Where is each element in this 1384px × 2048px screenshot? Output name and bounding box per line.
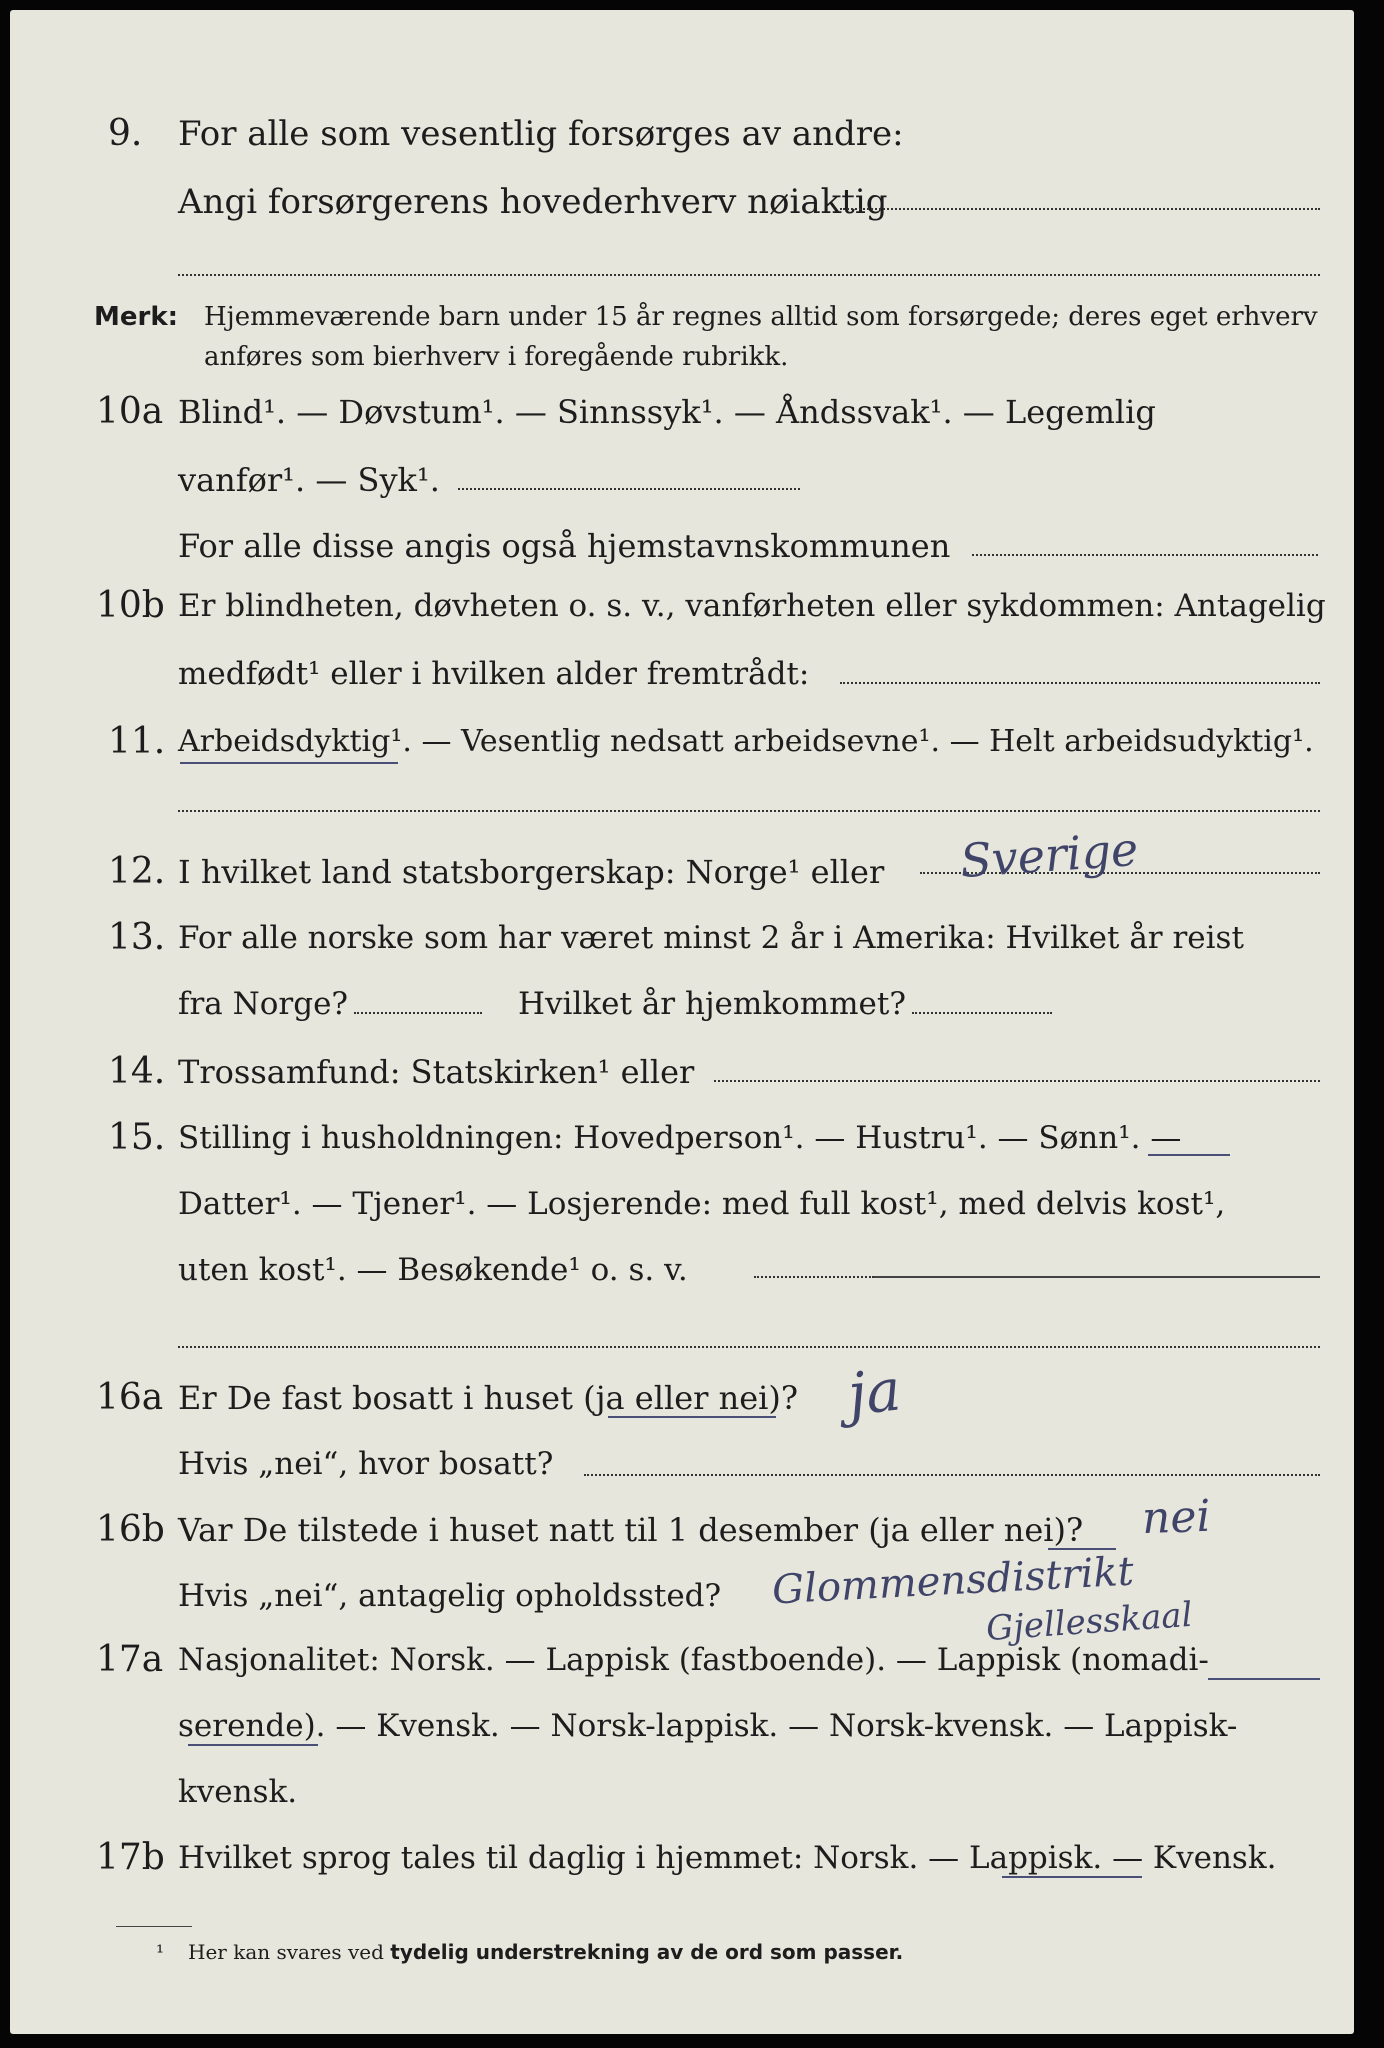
item-12-line1: I hvilket land statsborgerskap: Norge¹ eller (178, 853, 885, 891)
item-13-line2a: fra Norge? (178, 986, 349, 1022)
item-15-answer-rule (874, 1276, 1320, 1278)
item-16b-line2: Hvis „nei“, antagelig opholdssted? (178, 1578, 722, 1614)
item-16a-line2: Hvis „nei“, hvor bosatt? (178, 1446, 554, 1482)
item-15-answer-line-2 (178, 1346, 1320, 1348)
item-13-answer-line-a (354, 1012, 482, 1014)
item-13-number: 13. (108, 917, 166, 958)
item-14-answer-line (714, 1080, 1320, 1082)
item-16b-handwritten-place: Glommensdistrikt (771, 1548, 1135, 1614)
item-13-line2b: Hvilket år hjemkommet? (518, 986, 906, 1022)
footnote-text: Her kan svares ved tydelig understrekning av de ord som passer. (188, 1940, 904, 1964)
item-10a-number: 10a (96, 391, 164, 432)
item-17a-line3: kvensk. (178, 1774, 298, 1810)
item-15-underline-mark (1148, 1154, 1230, 1156)
item-11-answer-line (178, 810, 1320, 812)
item-13-answer-line-b (912, 1012, 1052, 1014)
item-11-line1: Arbeidsdyktig¹. — Vesentlig nedsatt arbeidsevne¹. — Helt arbeidsudyktig¹. (178, 724, 1314, 759)
item-9-line1: For alle som vesentlig forsørges av andre: (178, 114, 904, 154)
item-13-line1: For alle norske som har været minst 2 år i Amerika: Hvilket år reist (178, 920, 1244, 956)
footnote-rule (116, 1926, 192, 1927)
item-10b-line1: Er blindheten, døvheten o. s. v., vanførheten eller sykdommen: Antagelig (178, 588, 1326, 624)
item-17a-number: 17a (96, 1639, 164, 1680)
item-17b-underline-mark (1002, 1876, 1142, 1878)
census-form-page (10, 10, 1354, 2034)
item-10a-line2: vanfør¹. — Syk¹. (178, 461, 440, 499)
item-17a-underline-mark (1208, 1678, 1320, 1680)
item-9-answer-line (840, 208, 1320, 210)
item-14-number: 14. (108, 1051, 166, 1092)
item-9-answer-line-2 (178, 274, 1320, 276)
item-16b-handwritten-answer: nei (1141, 1490, 1212, 1545)
merk-line2: anføres som bierhverv i foregående rubrikk. (204, 342, 789, 372)
item-14-line1: Trossamfund: Statskirken¹ eller (178, 1053, 695, 1091)
item-17a-underline-mark-2 (188, 1744, 318, 1746)
footnote-mark: ¹ (156, 1940, 165, 1964)
item-15-line2: Datter¹. — Tjener¹. — Losjerende: med full kost¹, med delvis kost¹, (178, 1186, 1226, 1222)
item-17b-number: 17b (96, 1837, 165, 1878)
item-10b-line2: medfødt¹ eller i hvilken alder fremtrådt: (178, 656, 810, 692)
item-10b-number: 10b (96, 585, 165, 626)
item-16a-answer-line (584, 1474, 1320, 1476)
item-17a-line2: serende). — Kvensk. — Norsk-lappisk. — Norsk-kvensk. — Lappisk- (178, 1708, 1238, 1744)
item-16a-number: 16a (96, 1377, 164, 1418)
item-12-handwritten-answer: Sverige (958, 821, 1140, 889)
item-12-number: 12. (108, 851, 166, 892)
item-9-line2: Angi forsørgerens hovederhverv nøiaktig (178, 182, 888, 222)
item-9-number: 9. (108, 113, 143, 154)
item-16b-number: 16b (96, 1509, 165, 1550)
item-16a-underline-mark (608, 1416, 776, 1418)
item-15-line1: Stilling i husholdningen: Hovedperson¹. — Hustru¹. — Sønn¹. — (178, 1120, 1182, 1156)
item-16a-handwritten-answer: ja (844, 1355, 904, 1429)
item-16b-handwritten-place-2: Gjellesskaal (984, 1594, 1194, 1650)
item-10a-line1: Blind¹. — Døvstum¹. — Sinnssyk¹. — Åndssvak¹. — Legemlig (178, 393, 1156, 431)
item-17b-line1: Hvilket sprog tales til daglig i hjemmet: Norsk. — Lappisk. — Kvensk. (178, 1840, 1277, 1876)
item-11-underline-mark (180, 762, 398, 764)
item-10a-line3: For alle disse angis også hjemstavnskommunen (178, 527, 951, 565)
item-15-number: 15. (108, 1117, 166, 1158)
item-17a-line1: Nasjonalitet: Norsk. — Lappisk (fastboende). — Lappisk (nomadi- (178, 1642, 1209, 1678)
item-11-number: 11. (108, 721, 166, 762)
item-15-answer-line (754, 1276, 874, 1278)
item-10a-answer-line-2 (972, 554, 1318, 556)
item-10b-answer-line (840, 682, 1320, 684)
item-16b-line1: Var De tilstede i huset natt til 1 desember (ja eller nei)? (178, 1511, 1084, 1549)
item-15-line3: uten kost¹. — Besøkende¹ o. s. v. (178, 1252, 688, 1288)
merk-label: Merk: (94, 302, 179, 332)
item-10a-answer-line (458, 488, 800, 490)
item-16a-line1: Er De fast bosatt i huset (ja eller nei)? (178, 1379, 799, 1417)
merk-line1: Hjemmeværende barn under 15 år regnes alltid som forsørgede; deres eget erhverv (204, 302, 1318, 332)
